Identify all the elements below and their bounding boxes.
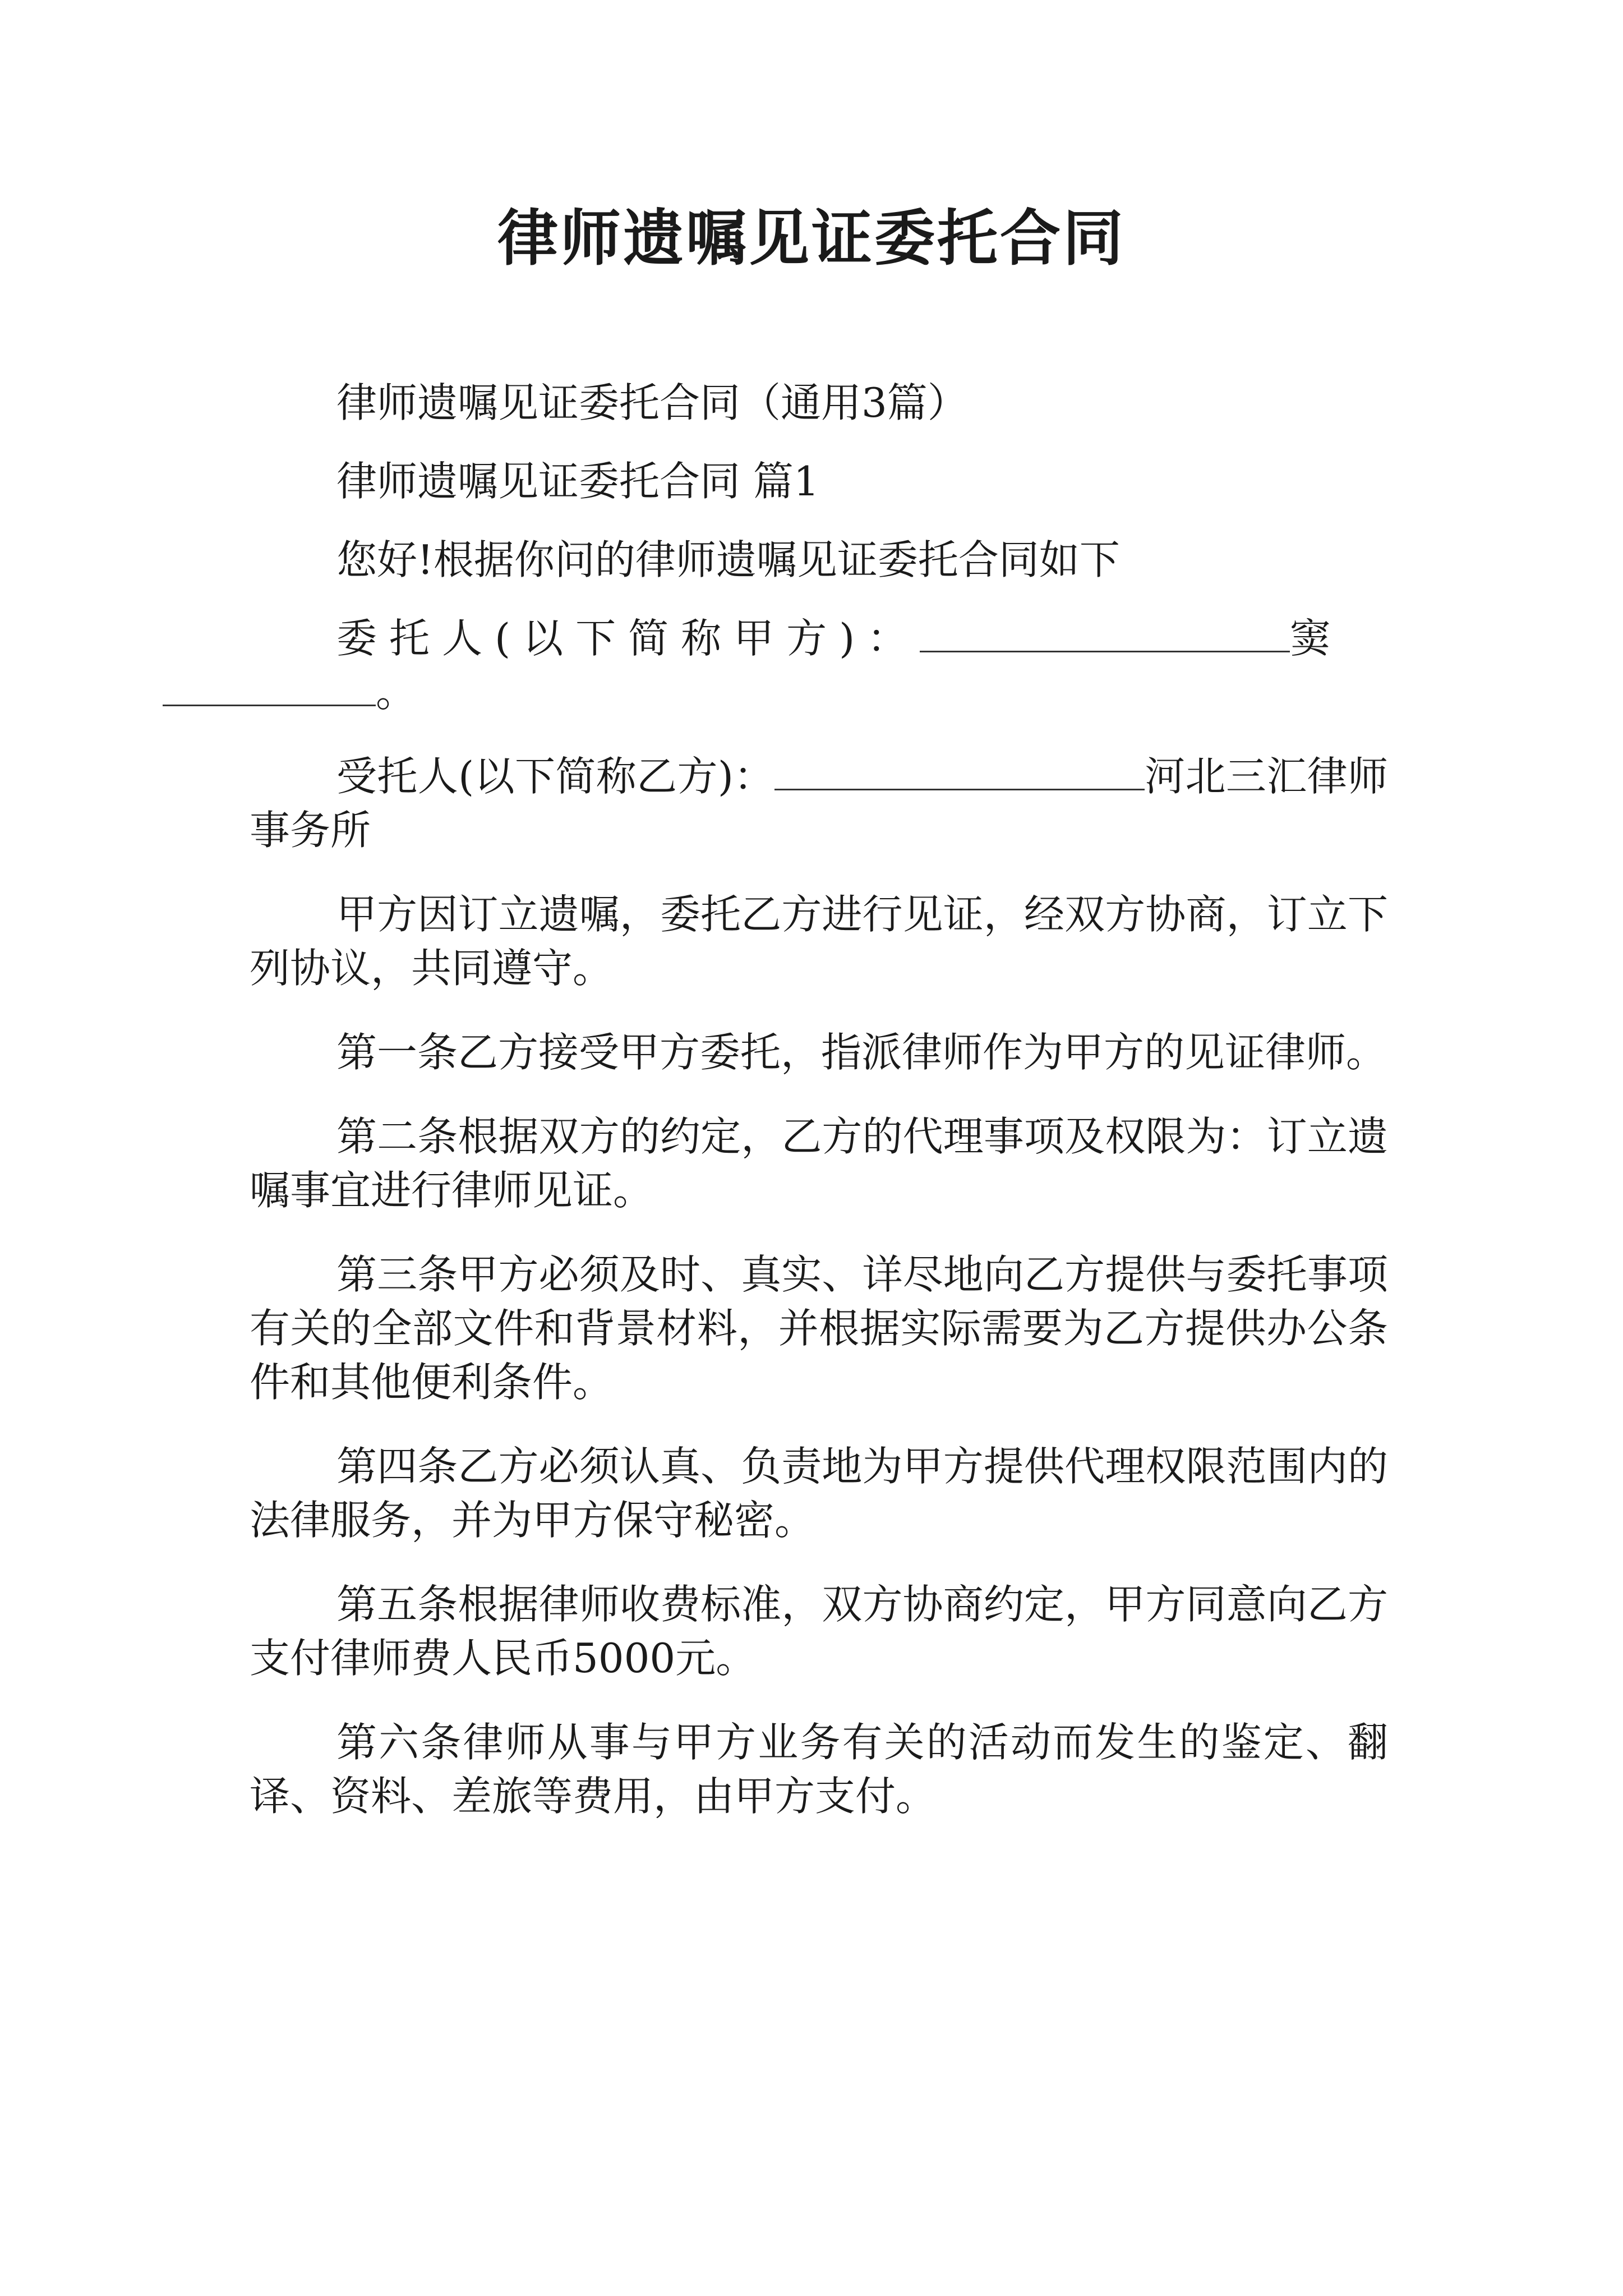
clause-6: 第六条律师从事与甲方业务有关的活动而发生的鉴定、翻译、资料、差旅等费用，由甲方支付。 (250, 1719, 1388, 1820)
agent-name-blank (774, 755, 1145, 790)
document-title: 律师遗嘱见证委托合同 (497, 203, 1126, 274)
part-heading: 律师遗嘱见证委托合同 篇1 (336, 458, 819, 505)
document-body (250, 376, 1388, 1853)
clause-3: 第三条甲方必须及时、真实、详尽地向乙方提供与委托事项有关的全部文件和背景材料，并根据实际需要为乙方提供办公条件和其他便利条件。 (250, 1251, 1388, 1406)
clause-5: 第五条根据律师收费标准，双方协商约定，甲方同意向乙方支付律师费人民币5000元。 (250, 1581, 1388, 1682)
client-end: 。 (376, 669, 417, 716)
greeting-line: 您好!根据你问的律师遗嘱见证委托合同如下 (336, 536, 1120, 583)
paragraph-intro: 甲方因订立遗嘱，委托乙方进行见证，经双方协商，订立下列协议，共同遵守。 (250, 891, 1388, 992)
client-name-blank (920, 617, 1290, 652)
document-subtitle: 律师遗嘱见证委托合同（通用3篇） (336, 379, 968, 426)
client-value: 窦 (1290, 615, 1331, 662)
clause-2: 第二条根据双方的约定，乙方的代理事项及权限为：订立遗嘱事宜进行律师见证。 (250, 1113, 1388, 1214)
agent-value: 河北三汇律师事务所 (250, 753, 1388, 854)
client-extra-blank (163, 671, 376, 706)
client-line (250, 611, 1388, 719)
agent-label: 受托人(以下简称乙方)： (336, 753, 774, 800)
client-label: 委托人(以下简称甲方)： (336, 615, 920, 662)
agent-line (250, 749, 1388, 857)
clause-1: 第一条乙方接受甲方委托，指派律师作为甲方的见证律师。 (336, 1029, 1387, 1076)
clause-4: 第四条乙方必须认真、负责地为甲方提供代理权限范围内的法律服务，并为甲方保守秘密。 (250, 1443, 1388, 1544)
